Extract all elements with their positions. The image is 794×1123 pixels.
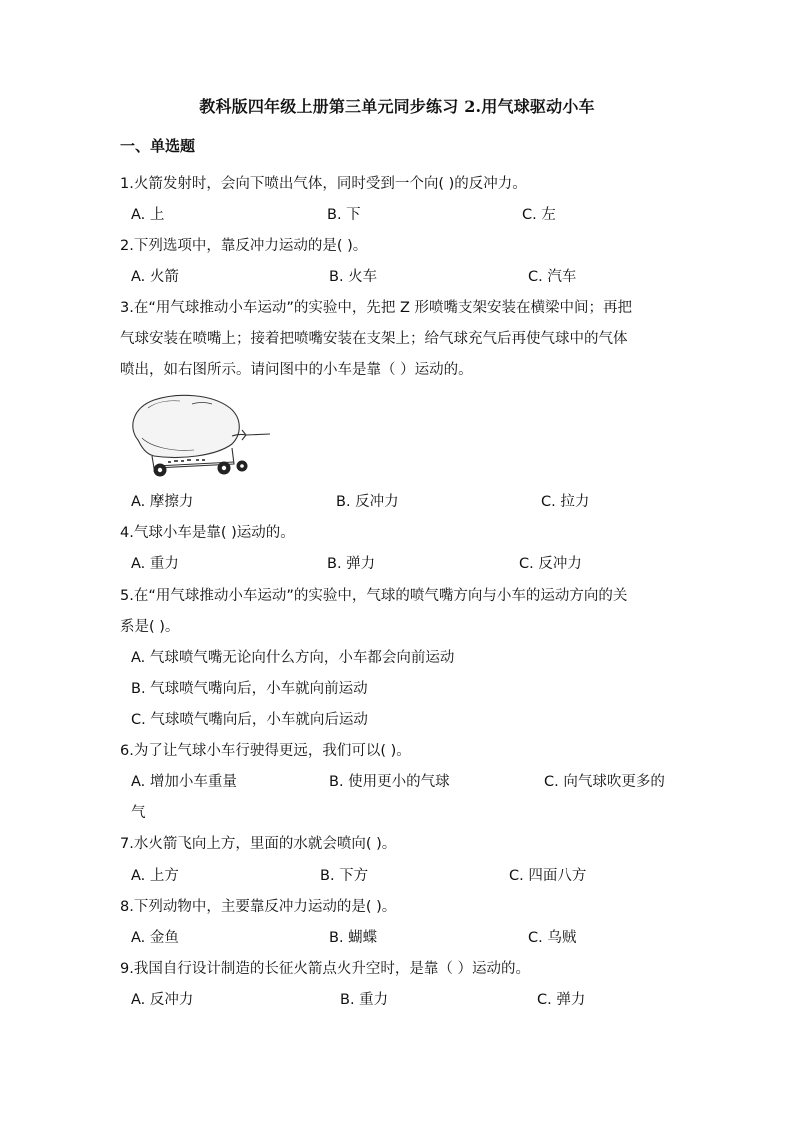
question-5-stem-line-2: 系是( )。	[120, 619, 180, 635]
option-b: B. 弹力	[327, 556, 376, 572]
question-7-options	[131, 861, 691, 892]
option-a: A. 金鱼	[131, 930, 179, 946]
question-5-option-c: C. 气球喷气嘴向后，小车就向后运动	[131, 712, 368, 728]
balloon-car-illustration	[124, 390, 282, 482]
question-1-stem: 1.火箭发射时，会向下喷出气体，同时受到一个向( )的反冲力。	[120, 176, 527, 192]
option-c: C. 汽车	[528, 269, 577, 285]
question-7-stem: 7.水火箭飞向上方，里面的水就会喷向( )。	[120, 836, 397, 852]
document-title: 教科版四年级上册第三单元同步练习 2.用气球驱动小车	[199, 97, 595, 116]
option-a: A. 上方	[131, 868, 179, 884]
option-b: B. 火车	[329, 269, 378, 285]
question-3-stem-line-1: 3.在“用气球推动小车运动”的实验中，先把 Z 形喷嘴支架安装在横梁中间；再把	[120, 300, 633, 316]
option-c: C. 左	[522, 207, 556, 223]
option-a: A. 反冲力	[131, 992, 194, 1008]
question-6-option-c-continued: 气	[131, 805, 146, 821]
option-c: C. 拉力	[541, 494, 590, 510]
option-b: B. 下方	[320, 868, 369, 884]
option-a: A. 火箭	[131, 269, 179, 285]
question-9-stem: 9.我国自行设计制造的长征火箭点火升空时，是靠（ ）运动的。	[120, 961, 530, 977]
option-a: A. 上	[131, 207, 165, 223]
question-5-option-b: B. 气球喷气嘴向后，小车就向前运动	[131, 681, 368, 697]
question-5-stem-line-1: 5.在“用气球推动小车运动”的实验中，气球的喷气嘴方向与小车的运动方向的关	[120, 588, 628, 604]
question-3-options	[131, 487, 691, 518]
option-b: B. 反冲力	[336, 494, 399, 510]
question-4-stem: 4.气球小车是靠( )运动的。	[120, 525, 295, 541]
question-2-stem: 2.下列选项中，靠反冲力运动的是( )。	[120, 238, 368, 254]
option-b: B. 使用更小的气球	[329, 774, 450, 790]
option-c: C. 四面八方	[509, 868, 587, 884]
question-8-stem: 8.下列动物中，主要靠反冲力运动的是( )。	[120, 899, 397, 915]
section-heading: 一、单选题	[120, 137, 196, 155]
option-c: C. 乌贼	[528, 930, 577, 946]
question-8-options	[131, 923, 691, 954]
question-4-options	[131, 549, 691, 580]
question-6-options	[131, 767, 691, 798]
option-c: C. 弹力	[537, 992, 586, 1008]
option-a: A. 摩擦力	[131, 494, 194, 510]
question-3-stem-line-3: 喷出，如右图所示。请问图中的小车是靠（ ）运动的。	[120, 362, 473, 378]
question-5-option-a: A. 气球喷气嘴无论向什么方向，小车都会向前运动	[131, 650, 455, 666]
option-b: B. 蝴蝶	[329, 930, 378, 946]
option-b: B. 下	[327, 207, 361, 223]
option-a: A. 重力	[131, 556, 179, 572]
option-c: C. 反冲力	[519, 556, 582, 572]
question-2-options	[131, 262, 691, 293]
question-9-options	[131, 985, 691, 1016]
option-a: A. 增加小车重量	[131, 774, 237, 790]
question-6-stem: 6.为了让气球小车行驶得更远，我们可以( )。	[120, 743, 411, 759]
question-3-stem-line-2: 气球安装在喷嘴上；接着把喷嘴安装在支架上；给气球充气后再使气球中的气体	[120, 331, 628, 347]
question-1-options	[131, 200, 691, 231]
option-b: B. 重力	[340, 992, 389, 1008]
option-c: C. 向气球吹更多的	[544, 774, 665, 790]
